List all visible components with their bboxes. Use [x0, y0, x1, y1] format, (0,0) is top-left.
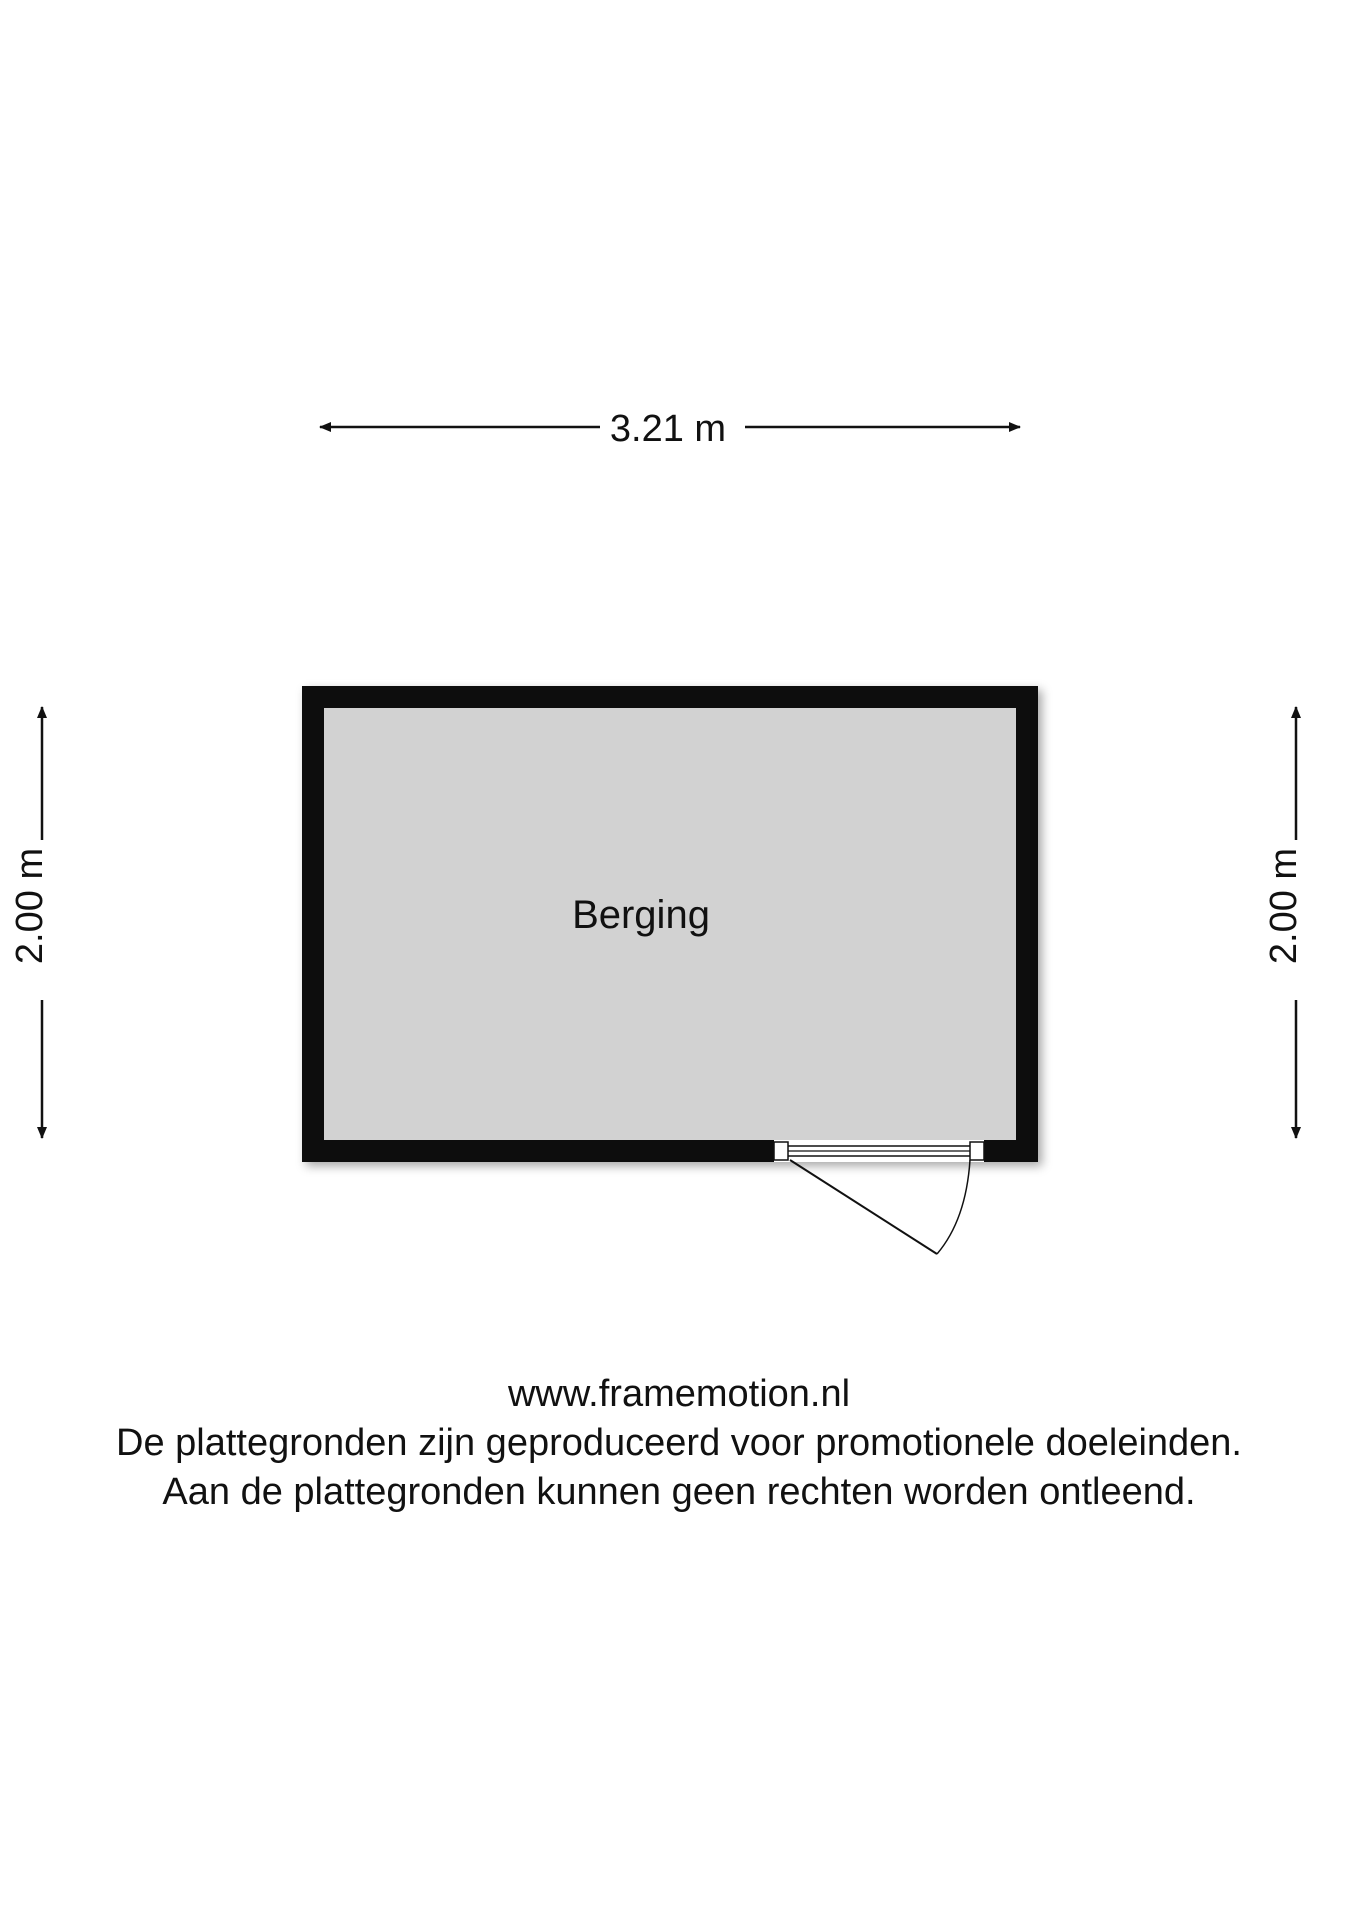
- footer-website: www.framemotion.nl: [507, 1373, 851, 1415]
- room-berging: [302, 686, 1038, 1162]
- dimension-right-label: 2.00 m: [1263, 847, 1305, 965]
- dimension-top-label: 3.21 m: [609, 408, 727, 450]
- footer: [0, 1370, 1358, 1517]
- footer-disclaimer-line-1: De plattegronden zijn geproduceerd voor promotionele doeleinden.: [116, 1422, 1242, 1464]
- room-label: Berging: [572, 893, 710, 937]
- footer-disclaimer-line-2: Aan de plattegronden kunnen geen rechten worden ontleend.: [162, 1471, 1196, 1513]
- door: [774, 1140, 984, 1254]
- door-jamb-left: [774, 1142, 788, 1160]
- dimension-top: [320, 408, 1020, 450]
- dimension-right: [1263, 707, 1305, 1138]
- dimension-left-label: 2.00 m: [9, 847, 51, 965]
- door-swing-arc: [937, 1160, 970, 1254]
- dimension-left: [9, 707, 51, 1138]
- door-leaf: [790, 1160, 937, 1254]
- door-jamb-right: [970, 1142, 984, 1160]
